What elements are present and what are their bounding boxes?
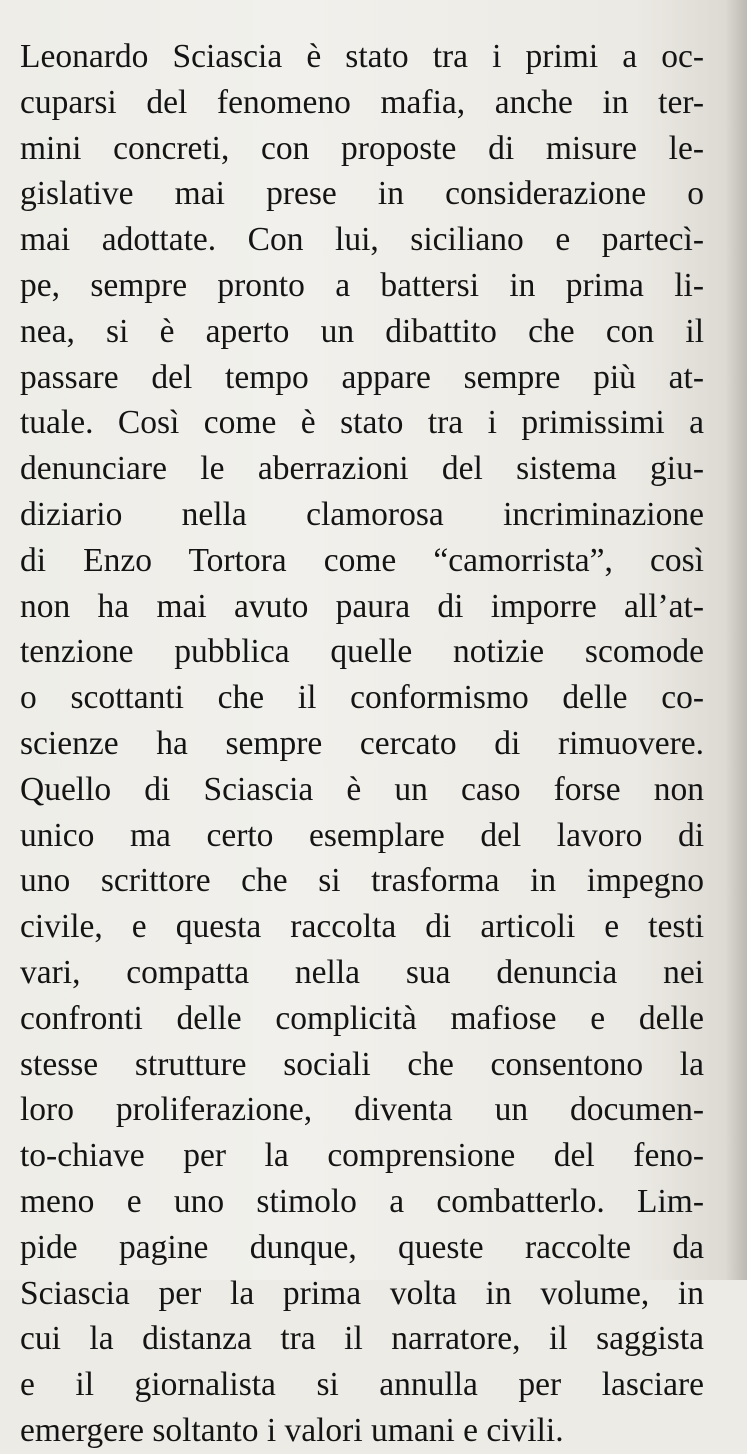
text-line: Quello di Sciascia è un caso forse non xyxy=(20,770,704,808)
text-line: cuparsi del fenomeno mafia, anche in ter- xyxy=(20,83,704,121)
text-line: vari, compatta nella sua denuncia nei xyxy=(20,953,704,991)
text-line: tuale. Così come è stato tra i primissimi a xyxy=(20,404,704,442)
text-line: tenzione pubblica quelle notizie scomode xyxy=(20,633,704,671)
text-line: pe, sempre pronto a battersi in prima li- xyxy=(20,266,704,304)
text-line: denunciare le aberrazioni del sistema giu- xyxy=(20,450,704,488)
text-line: diziario nella clamorosa incriminazione xyxy=(20,495,704,533)
text-line: di Enzo Tortora come “camorrista”, così xyxy=(20,541,704,579)
text-line: civile, e questa raccolta di articoli e testi xyxy=(20,908,704,946)
blurb-paragraph xyxy=(20,34,704,1454)
text-line: mai adottate. Con lui, siciliano e partecì- xyxy=(20,221,704,259)
text-line: Leonardo Sciascia è stato tra i primi a oc- xyxy=(20,38,704,75)
text-line: o scottanti che il conformismo delle co- xyxy=(20,679,704,717)
text-line: loro proliferazione, diventa un documen- xyxy=(20,1091,704,1129)
text-line: confronti delle complicità mafiose e delle xyxy=(20,999,704,1037)
text-line: meno e uno stimolo a combatterlo. Lim- xyxy=(20,1182,704,1220)
text-line: passare del tempo appare sempre più at- xyxy=(20,358,704,396)
text-line: scienze ha sempre cercato di rimuovere. xyxy=(20,724,704,762)
text-line: emergere soltanto i valori umani e civili. xyxy=(20,1411,564,1449)
text-line: stesse strutture sociali che consentono la xyxy=(20,1045,704,1083)
text-line: uno scrittore che si trasforma in impegno xyxy=(20,862,704,900)
text-line: pide pagine dunque, queste raccolte da xyxy=(20,1228,704,1266)
text-line: gislative mai prese in considerazione o xyxy=(20,175,704,213)
text-line: cui la distanza tra il narratore, il saggista xyxy=(20,1320,704,1358)
text-line: Sciascia per la prima volta in volume, in xyxy=(20,1274,704,1312)
text-line: unico ma certo esemplare del lavoro di xyxy=(20,816,704,854)
text-line: nea, si è aperto un dibattito che con il xyxy=(20,312,704,350)
page-edge-shadow xyxy=(725,0,747,1280)
text-line: non ha mai avuto paura di imporre all’at- xyxy=(20,587,704,625)
text-line: e il giornalista si annulla per lasciare xyxy=(20,1366,704,1404)
text-line: mini concreti, con proposte di misure le- xyxy=(20,129,704,167)
text-line: to-chiave per la comprensione del feno- xyxy=(20,1137,704,1175)
